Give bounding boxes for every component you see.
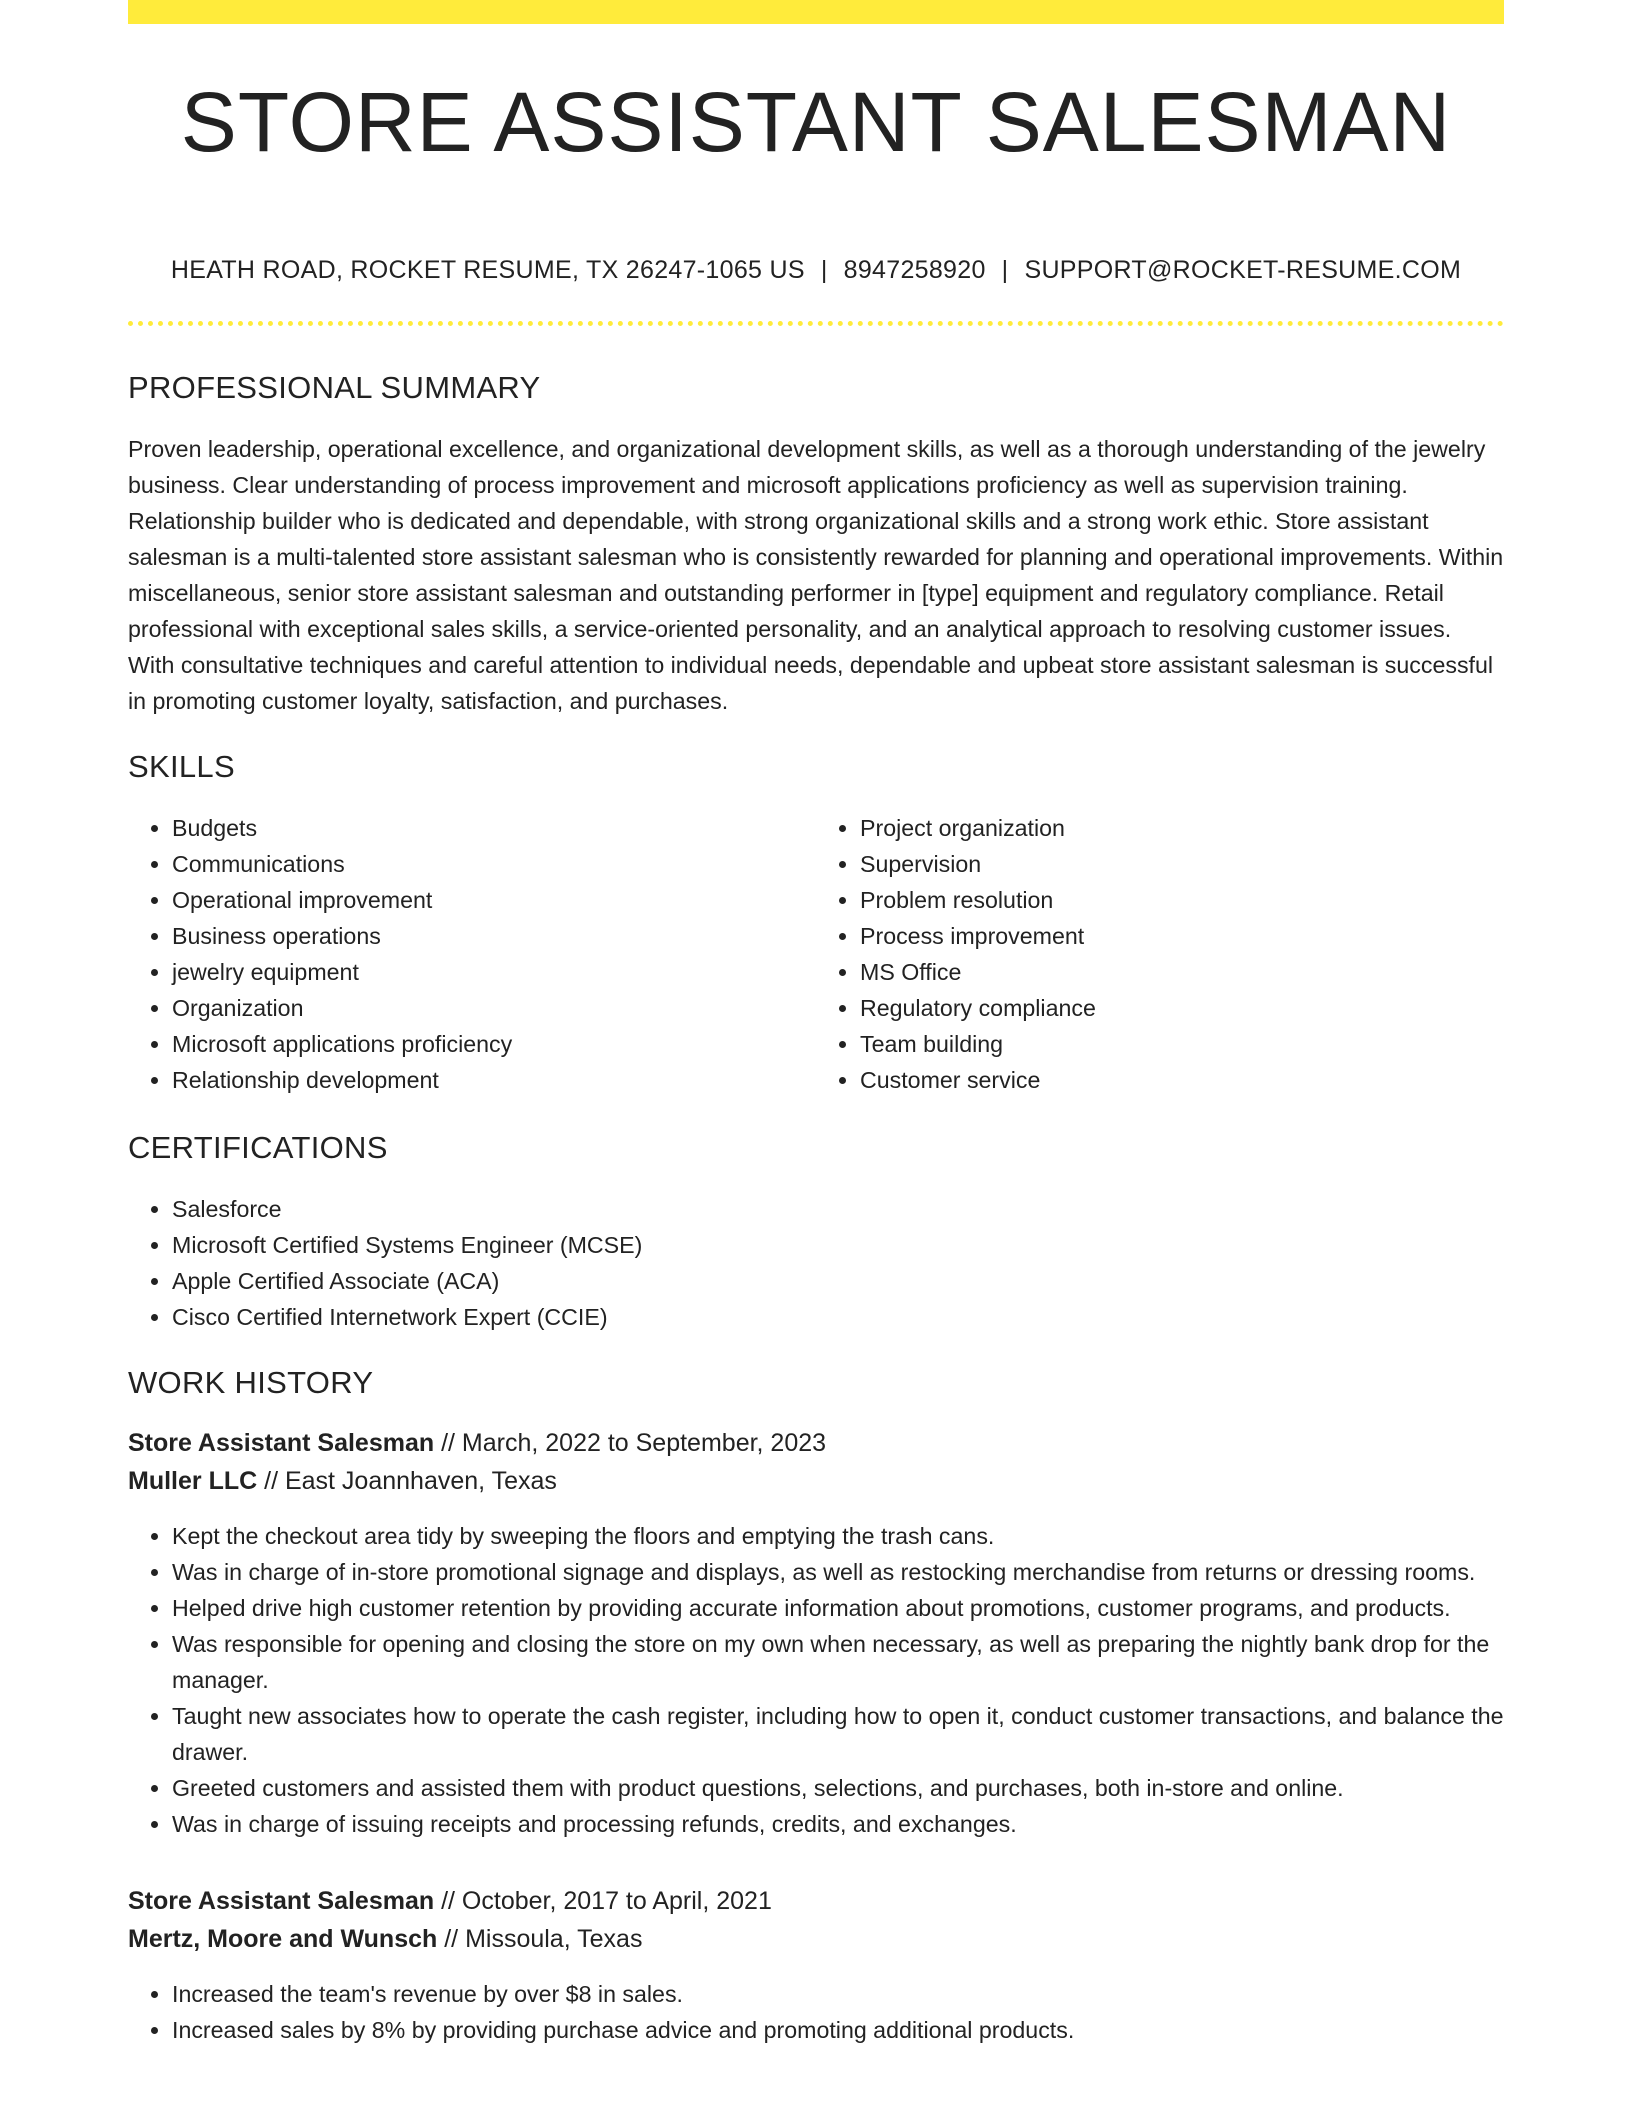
skill-item: • MS Office [860, 954, 1504, 990]
job-company: Mertz, Moore and Wunsch [128, 1925, 438, 1953]
skills-grid [128, 810, 1504, 1098]
job-bullet: • Was in charge of issuing receipts and processing refunds, credits, and exchanges. [172, 1806, 1504, 1842]
job-entry [128, 1882, 1504, 2048]
certification-item: • Apple Certified Associate (ACA) [172, 1263, 1504, 1299]
job-bullets [128, 1976, 1504, 2048]
skill-item: • Budgets [172, 810, 816, 846]
job-role-line [128, 1424, 1504, 1462]
accent-bar [128, 0, 1504, 24]
skill-item: • Team building [860, 1026, 1504, 1062]
skill-item: • Operational improvement [172, 882, 816, 918]
skill-item: • Organization [172, 990, 816, 1026]
skill-item: • Communications [172, 846, 816, 882]
job-bullets [128, 1518, 1504, 1842]
job-dates: // October, 2017 to April, 2021 [434, 1887, 772, 1915]
job-bullet: • Increased sales by 8% by providing purchase advice and promoting additional products. [172, 2012, 1504, 2048]
contact-email: SUPPORT@ROCKET-RESUME.COM [1024, 256, 1462, 284]
contact-phone: 8947258920 [843, 256, 986, 284]
certifications-heading: CERTIFICATIONS [128, 1130, 388, 1165]
contact-separator: | [820, 256, 828, 284]
skill-item: • jewelry equipment [172, 954, 816, 990]
resume-title: STORE ASSISTANT SALESMAN [180, 75, 1452, 169]
skills-heading: SKILLS [128, 749, 235, 784]
skill-item: • Relationship development [172, 1062, 816, 1098]
skill-item: • Business operations [172, 918, 816, 954]
resume-content [128, 0, 1504, 2048]
skill-item: • Process improvement [860, 918, 1504, 954]
job-company-line [128, 1920, 1504, 1958]
job-role: Store Assistant Salesman [128, 1429, 435, 1457]
job-entry [128, 1424, 1504, 1842]
job-bullet: • Was responsible for opening and closing the store on my own when necessary, as well as preparing the nightly bank drop for the manager. [172, 1626, 1504, 1698]
job-bullet: • Was in charge of in-store promotional signage and displays, as well as restocking merchandise from returns or dressing rooms. [172, 1554, 1504, 1590]
contact-separator: | [1001, 256, 1009, 284]
job-role: Store Assistant Salesman [128, 1887, 435, 1915]
job-bullet: • Kept the checkout area tidy by sweeping the floors and emptying the trash cans. [172, 1518, 1504, 1554]
contact-line [128, 258, 1504, 283]
skill-item: • Customer service [860, 1062, 1504, 1098]
skill-item: • Project organization [860, 810, 1504, 846]
certification-item: • Cisco Certified Internetwork Expert (CCIE) [172, 1299, 1504, 1335]
skill-item: • Supervision [860, 846, 1504, 882]
skill-item: • Problem resolution [860, 882, 1504, 918]
job-bullet: • Increased the team's revenue by over $8 in sales. [172, 1976, 1504, 2012]
job-company: Muller LLC [128, 1467, 258, 1495]
job-bullet: • Greeted customers and assisted them with product questions, selections, and purchases, both in-store and online. [172, 1770, 1504, 1806]
job-location: // Missoula, Texas [437, 1925, 643, 1953]
job-dates: // March, 2022 to September, 2023 [434, 1429, 827, 1457]
dotted-divider [128, 321, 1504, 326]
job-company-line [128, 1462, 1504, 1500]
skills-list-right [816, 810, 1504, 1098]
summary-text: Proven leadership, operational excellence, and organizational development skills, as well as a thorough understanding of the jewelry business. Clear understanding of process improvement and microsoft applications proficiency as well as supervision training. Relationship builder who is dedicated and dependable, with strong organizational skills and a strong work ethic. Store assistant salesman is a multi-talented store assistant salesman who is consistently rewarded for planning and operational improvements. Within miscellaneous, senior store assistant salesman and outstanding performer in [type] equipment and regulatory compliance. Retail professional with exceptional sales skills, a service-oriented personality, and an analytical approach to resolving customer issues. With consultative techniques and careful attention to individual needs, dependable and upbeat store assistant salesman is successful in promoting customer loyalty, satisfaction, and purchases. [128, 436, 1504, 714]
skill-item: • Regulatory compliance [860, 990, 1504, 1026]
certification-item: • Salesforce [172, 1191, 1504, 1227]
skills-list-left [128, 810, 816, 1098]
certifications-list [128, 1191, 1504, 1335]
skill-item: • Microsoft applications proficiency [172, 1026, 816, 1062]
job-bullet: • Taught new associates how to operate the cash register, including how to open it, conduct customer transactions, and balance the drawer. [172, 1698, 1504, 1770]
contact-address: HEATH ROAD, ROCKET RESUME, TX 26247-1065 US [170, 256, 805, 284]
job-role-line [128, 1882, 1504, 1920]
summary-heading: PROFESSIONAL SUMMARY [128, 370, 541, 405]
job-bullet: • Helped drive high customer retention by providing accurate information about promotions, customer programs, and products. [172, 1590, 1504, 1626]
certification-item: • Microsoft Certified Systems Engineer (MCSE) [172, 1227, 1504, 1263]
job-location: // East Joannhaven, Texas [257, 1467, 557, 1495]
work-history-heading: WORK HISTORY [128, 1365, 374, 1400]
